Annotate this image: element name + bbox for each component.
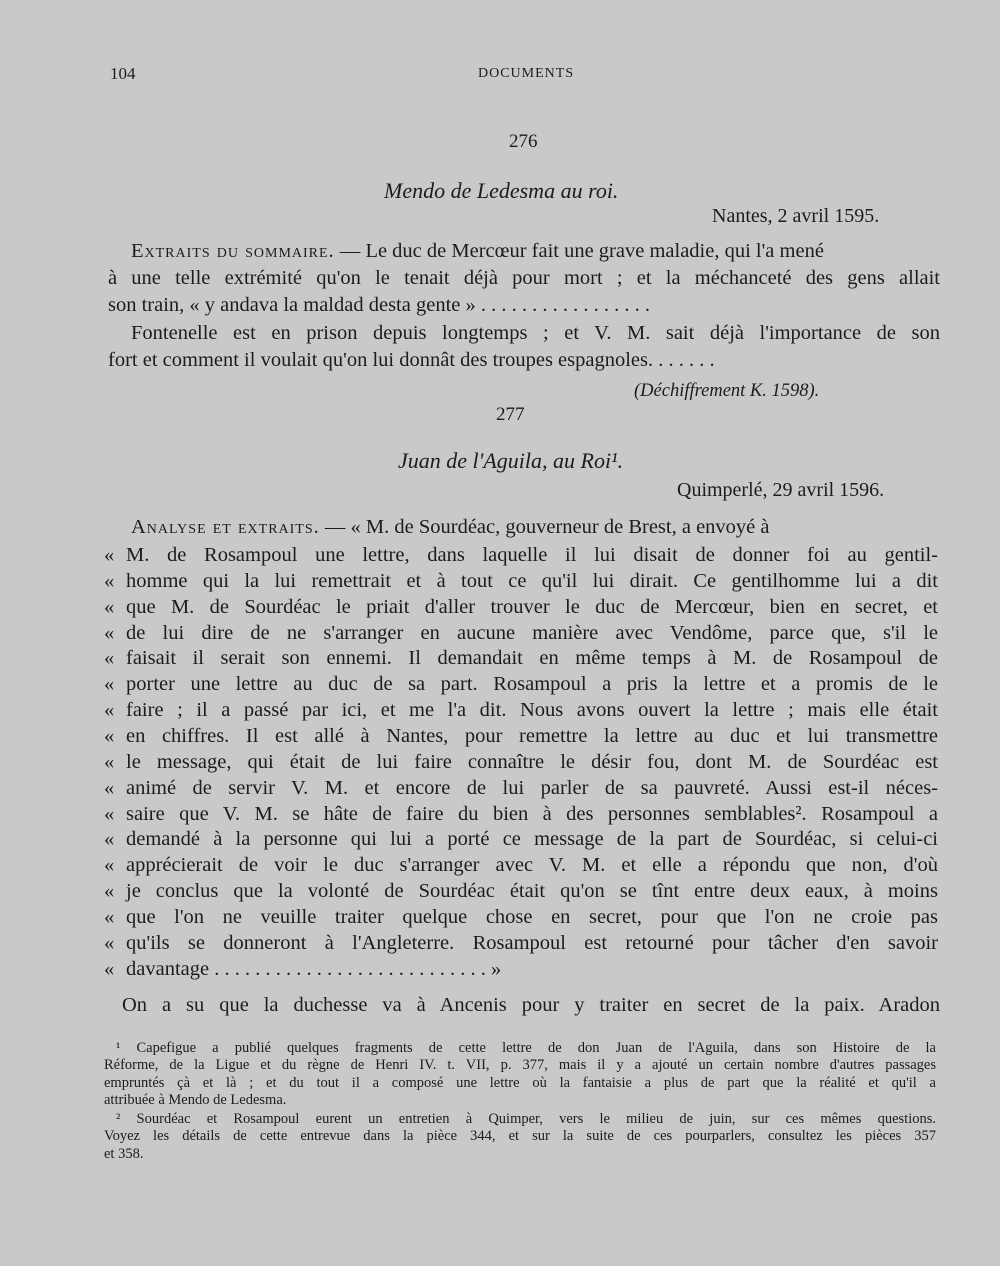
guillemet-mark: «	[104, 776, 115, 799]
text-line: je conclus que la volonté de Sourdéac était qu'on se tînt entre deux eaux, à moins	[126, 880, 938, 903]
quoted-line	[104, 751, 940, 774]
document-number-276: 276	[509, 131, 538, 152]
paragraph-line	[131, 516, 940, 539]
page-number: 104	[110, 64, 136, 83]
text-line: — Le duc de Mercœur fait une grave maladie, qui l'a mené	[339, 240, 824, 262]
guillemet-mark: «	[104, 957, 115, 980]
text-line: apprécierait de voir le duc s'arranger avec V. M. et elle a répondu que non, d'où	[126, 854, 938, 877]
guillemet-mark: «	[104, 724, 115, 747]
text-line: le message, qui était de lui faire connaître le désir fou, dont M. de Sourdéac est	[126, 750, 938, 773]
guillemet-mark: «	[104, 802, 115, 825]
guillemet-mark: «	[104, 544, 115, 566]
guillemet-mark: «	[104, 750, 115, 773]
footnote-line: Réforme, de la Ligue et du règne de Henri IV. t. VII, p. 377, mais il y a ajouté un certain nombre d'autres passages	[104, 1057, 936, 1074]
text-line: faisait il serait son ennemi. Il demandait en même temps à M. de Rosampoul de	[126, 647, 938, 670]
text-line: — « M. de Sourdéac, gouverneur de Brest, a envoyé à	[324, 516, 770, 538]
document-number-277: 277	[496, 404, 525, 425]
quoted-line	[104, 777, 940, 800]
text-line: qu'ils se donneront à l'Angleterre. Rosampoul est retourné pour tâcher d'en savoir	[126, 931, 938, 954]
footnote-line: empruntés çà et là ; et du tout il a composé une lettre où la fantaisie a plus de part que la réalité et qu'il a	[104, 1074, 936, 1091]
quoted-line	[104, 647, 940, 670]
quoted-line	[104, 828, 940, 851]
quoted-line	[104, 803, 940, 826]
document-date-276: Nantes, 2 avril 1595.	[712, 205, 880, 227]
quoted-line	[104, 906, 940, 929]
guillemet-mark: «	[104, 621, 115, 644]
source-citation: (Déchiffrement K. 1598).	[634, 381, 820, 401]
text-line: davantage . . . . . . . . . . . . . . . . . . . . . . . . . . . »	[126, 957, 502, 980]
quoted-line	[104, 596, 940, 619]
guillemet-mark: «	[104, 931, 115, 954]
document-title-277: Juan de l'Aguila, au Roi¹.	[398, 448, 624, 473]
text-line: porter une lettre au duc de sa part. Rosampoul a pris la lettre et a promis de le	[126, 673, 938, 696]
footnote-line: Voyez les détails de cette entrevue dans la pièce 344, et sur la suite de ces pourparlers, consultez les pièces 357	[104, 1128, 936, 1145]
guillemet-mark: «	[104, 828, 115, 851]
section-label: Extraits du sommaire.	[131, 240, 335, 262]
text-line: saire que V. M. se hâte de faire du bien à des personnes semblables². Rosampoul a	[126, 802, 938, 825]
text-line: que l'on ne veuille traiter quelque chose en secret, pour que l'on ne croie pas	[126, 905, 938, 928]
quoted-line	[104, 570, 940, 593]
document-title-276: Mendo de Ledesma au roi.	[384, 178, 619, 203]
guillemet-mark: «	[104, 673, 115, 696]
text-line: animé de servir V. M. et encore de lui parler de sa pauvreté. Aussi est-il néces-	[126, 776, 938, 799]
text-line: fort et comment il voulait qu'on lui donnât des troupes espagnoles. . . . . . .	[108, 349, 715, 371]
quoted-line	[104, 958, 940, 981]
footnote-line: ¹ Capefigue a publié quelques fragments de cette lettre de don Juan de l'Aguila, dans son Histoire de la	[116, 1040, 936, 1056]
text-line: homme qui la lui remettrait et à tout ce qu'il lui dirait. Ce gentilhomme lui a dit	[126, 569, 938, 592]
quoted-line	[104, 854, 940, 877]
text-line: en chiffres. Il est allé à Nantes, pour remettre la lettre au duc et lui transmettre	[126, 724, 938, 747]
text-line: son train, « y andava la maldad desta gente » . . . . . . . . . . . . . . . . .	[108, 294, 650, 316]
quoted-line	[104, 725, 940, 748]
guillemet-mark: «	[104, 699, 115, 722]
text-line: Fontenelle est en prison depuis longtemps ; et V. M. sait déjà l'importance de son	[131, 322, 940, 344]
guillemet-mark: «	[104, 854, 115, 877]
running-title: DOCUMENTS	[478, 66, 575, 81]
footnote-line: attribuée à Mendo de Ledesma.	[104, 1091, 287, 1108]
quoted-line	[104, 932, 940, 955]
text-line: de lui dire de ne s'arranger en aucune manière avec Vendôme, parce que, s'il le	[126, 621, 938, 644]
document-date-277: Quimperlé, 29 avril 1596.	[677, 479, 885, 501]
guillemet-mark: «	[104, 569, 115, 592]
text-line: On a su que la duchesse va à Ancenis pour y traiter en secret de la paix. Aradon	[122, 994, 940, 1016]
paragraph-line	[131, 240, 940, 263]
quoted-line	[104, 622, 940, 645]
text-line: à une telle extrémité qu'on le tenait déjà pour mort ; et la méchanceté des gens allait	[108, 267, 940, 289]
text-line: M. de Rosampoul une lettre, dans laquelle il lui disait de donner foi au gentil-	[126, 544, 938, 566]
section-label: Analyse et extraits.	[131, 516, 320, 538]
text-line: que M. de Sourdéac le priait d'aller trouver le duc de Mercœur, bien en secret, et	[126, 595, 938, 618]
quoted-line	[104, 699, 940, 722]
quoted-line	[104, 673, 940, 696]
footnote-line: ² Sourdéac et Rosampoul eurent un entretien à Quimper, vers le milieu de juin, sur ces mêmes questions.	[116, 1111, 936, 1127]
text-line: faire ; il a passé par ici, et me l'a dit. Nous avons ouvert la lettre ; mais elle était	[126, 699, 938, 722]
guillemet-mark: «	[104, 905, 115, 928]
guillemet-mark: «	[104, 647, 115, 670]
quoted-line	[104, 544, 940, 567]
text-line: demandé à la personne qui lui a porté ce message de la part de Sourdéac, si celui-ci	[126, 828, 938, 851]
guillemet-mark: «	[104, 595, 115, 618]
guillemet-mark: «	[104, 880, 115, 903]
quoted-line	[104, 880, 940, 903]
footnote-line: et 358.	[104, 1145, 144, 1162]
